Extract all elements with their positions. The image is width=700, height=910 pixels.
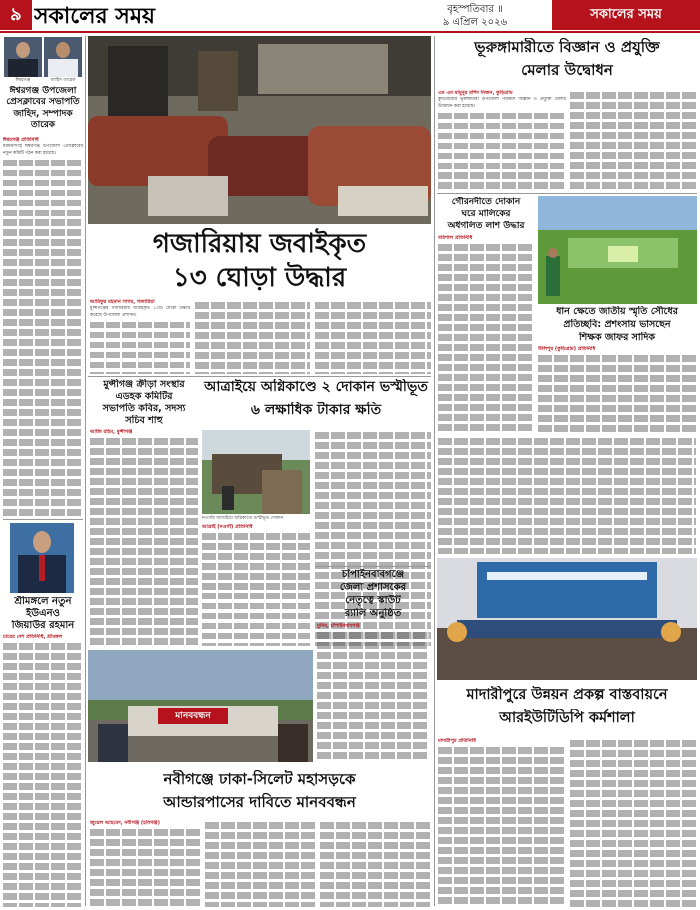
divider [315, 566, 431, 567]
column-divider [85, 36, 86, 906]
header-divider [0, 31, 700, 33]
article-body-fire-1 [202, 524, 310, 646]
headline-sports-4: সচিব শাহু [125, 415, 163, 426]
headline-madaripur-1: মাদারীপুরে উন্নয়ন প্রকল্প বাস্তবায়নে [466, 687, 668, 703]
headline-scout-1: চাঁপাইনবাবগঞ্জে [341, 569, 405, 580]
article-body-science-1 [438, 97, 566, 189]
protest-banner: মানববন্ধন [158, 708, 228, 724]
byline-paddy: উলিপুর (কুড়িগ্রাম) প্রতিনিধি [538, 346, 596, 352]
article-body-horses-2 [195, 300, 310, 374]
headline-scout-2: জেলা প্রশাসকের [339, 582, 407, 593]
headline-sports-1: মুন্সীগঞ্জ ক্রীড়া সংস্থার [103, 379, 185, 390]
headline-body-found-1: গৌরনদীতে দোকান [451, 197, 521, 207]
byline-horses: আরিফুর রহমান সাগর, গজারিয়া [90, 299, 155, 305]
portrait-caption-1: ঈশ্বরগঞ্জ [15, 78, 31, 83]
byline-highway: জুয়েল আহমেদ, নবীগঞ্জ (হবিগঞ্জ) [90, 820, 160, 826]
article-body-madaripur-2 [570, 738, 696, 907]
headline-highway-2: আন্ডারপাসের দাবিতে মানববন্ধন [163, 793, 356, 811]
headline-uno-2: ইউএনও [26, 608, 60, 619]
masthead-logo: সকালের সময় [34, 3, 156, 29]
byline-body-found: বরিশাল প্রতিনিধি [438, 235, 473, 241]
issue-day: বৃহস্পতিবার ॥ [447, 4, 503, 15]
page-number: ৯ [0, 0, 32, 30]
article-body-paddy-1 [538, 353, 696, 433]
headline-paddy-3: শিক্ষক জাফর সাদিক [578, 332, 656, 343]
headline-paddy-2: প্রতিচ্ছবি: প্রশংসায় ভাসছেন [563, 319, 671, 330]
article-lead: কুড়িগ্রামের ভূরুঙ্গামারী উপজেলা পরিষদে বিজ্ঞান ও প্রযুক্তি মেলার উদ্বোধন করা হয়েছে। [438, 97, 566, 109]
article-body-horses-3 [315, 300, 431, 374]
byline-press-club: ঈশ্বরগঞ্জ প্রতিনিধি [3, 137, 39, 143]
headline-body-found-2: ঘরে মালিকের [461, 209, 511, 219]
headline-madaripur-2: আরইউটিডিপি কর্মশালা [499, 710, 635, 726]
article-body-paddy-2 [438, 436, 696, 554]
headline-sports-3: সভাপতি কবির, সদস্য [102, 403, 186, 414]
photo-fire [202, 430, 310, 514]
article-body-uno [3, 641, 83, 907]
article-body-science-2 [570, 90, 697, 190]
headline-horses-1: গজারিয়ায় জবাইকৃত [152, 229, 367, 259]
article-lead: মুন্সিগঞ্জের গজারিয়ায় জবাইকৃত ১৩টি ঘোড়া উদ্ধার করেছে উপজেলা প্রশাসন। [90, 306, 190, 318]
byline-science: এম এম মামুনুর রশিদ নিজন, কুড়িগ্রাম [438, 90, 513, 96]
headline-body-found-3: অর্ধগলিত লাশ উদ্ধার [447, 221, 525, 231]
headline-horses-2: ১৩ ঘোড়া উদ্ধার [172, 263, 347, 293]
headline-press-club: ঈশ্বরগঞ্জ উপজেলা প্রেসক্লাবের সভাপতি জাহিদ, সম্পাদক তারেক [6, 86, 80, 130]
article-body-highway-3 [320, 820, 432, 907]
headline-scout-4: র‍্যালি অনুষ্ঠিত [344, 608, 402, 619]
headline-uno-3: জিয়াউর রহমান [11, 620, 75, 631]
headline-paddy-1: ধান ক্ষেতে জাতীয় স্মৃতি সৌধের [556, 306, 678, 317]
article-body-sports [90, 436, 198, 646]
byline-sports: আজি রহিম, মুন্সীগঞ্জ [90, 429, 133, 435]
headline-fire-1: আত্রাইয়ে অগ্নিকাণ্ডে ২ দোকান ভস্মীভূত [204, 379, 428, 395]
portrait-caption-2: জাহিদ তারেক [50, 78, 76, 83]
byline-scout: মুনির, চাঁপাইনবাবগঞ্জ [317, 623, 360, 629]
divider [437, 193, 697, 194]
divider [3, 519, 83, 520]
article-lead: ময়মনসিংহ ঈশ্বরগঞ্জ উপজেলা প্রেসক্লাবের নতুন কমিটি গঠন করা হয়েছে। [3, 144, 83, 156]
headline-highway-1: নবীগঞ্জে ঢাকা-সিলেট মহাসড়কে [163, 770, 356, 788]
headline-science-2: মেলার উদ্বোধন [521, 61, 613, 79]
byline-uno: চায়ের দেশ প্রতিনিধি, শ্রীমঙ্গল [3, 634, 63, 640]
portrait-photo-1 [4, 37, 42, 77]
article-body-press-club [3, 144, 83, 516]
article-body-body-found [438, 242, 534, 432]
issue-date: ৯ এপ্রিল ২০২৬ [442, 17, 508, 28]
article-body-madaripur-1 [438, 745, 564, 907]
headline-science-1: ভূরুঙ্গামারীতে বিজ্ঞান ও প্রযুক্তি [474, 38, 660, 56]
headline-uno-1: শ্রীমঙ্গলে নতুন [14, 596, 72, 607]
article-body-highway-2 [205, 820, 315, 907]
article-body-highway-1 [90, 827, 200, 907]
column-divider [434, 36, 435, 906]
portrait-photo-uno [10, 523, 74, 593]
article-body-horses-1 [90, 306, 190, 374]
article-body-scout [317, 630, 429, 760]
photo-highway-protest [88, 650, 313, 762]
headline-sports-2: এডহক কমিটির [115, 391, 173, 402]
section-title: সকালের সময় [552, 0, 700, 30]
photo-madaripur-workshop [437, 558, 697, 680]
byline-fire: আত্রাই (নওগাঁ) প্রতিনিধি [202, 524, 253, 530]
portrait-photo-2 [44, 37, 82, 77]
headline-fire-2: ৬ লক্ষাধিক টাকার ক্ষতি [250, 402, 382, 418]
photo-caption-fire: নওগাঁর আত্রাইয়ে অগ্নিকাণ্ডে ভস্মীভূত দোকান [202, 516, 284, 521]
divider [88, 376, 431, 377]
headline-scout-3: নেতৃত্বে স্কাউট [345, 595, 401, 606]
byline-madaripur: মাদারীপুর প্রতিনিধি [438, 738, 476, 744]
photo-paddy-field [538, 196, 697, 304]
photo-horses [88, 36, 431, 224]
